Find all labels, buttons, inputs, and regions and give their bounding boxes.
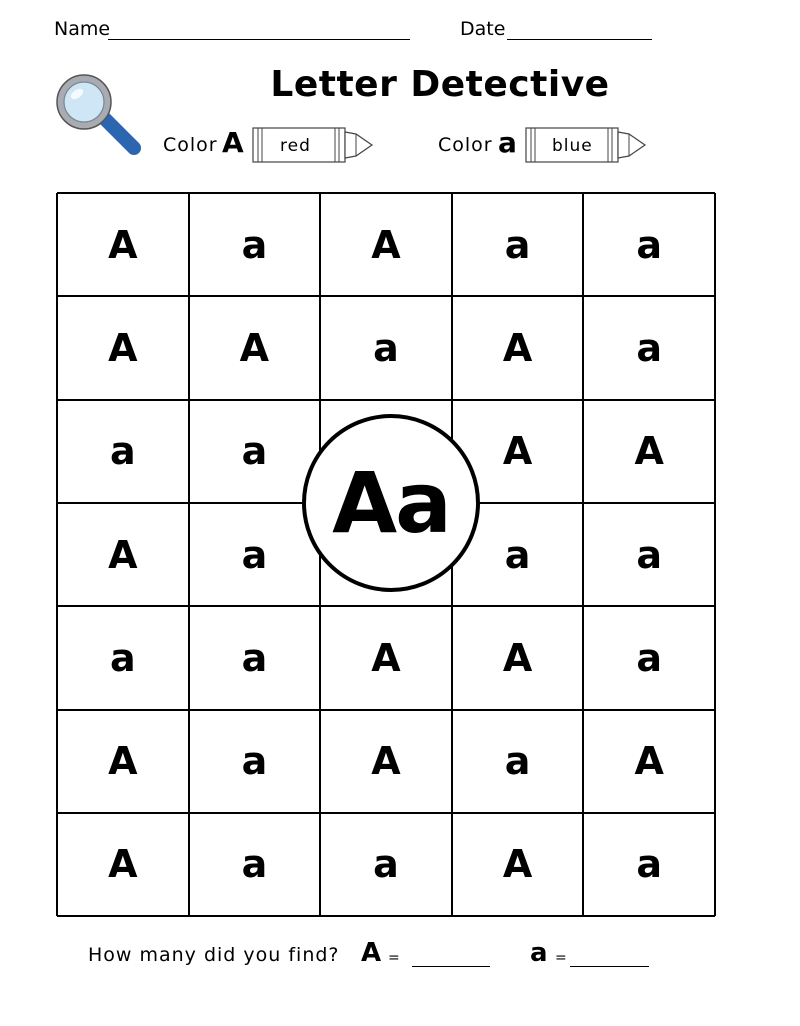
date-label: Date (460, 18, 506, 40)
grid-cell[interactable]: A (108, 222, 138, 267)
grid-cell[interactable]: a (504, 222, 531, 267)
grid-cell[interactable]: A (634, 739, 664, 784)
footer-equals: = (555, 950, 567, 966)
grid-cell[interactable]: A (239, 325, 270, 370)
grid-cell[interactable]: a (241, 635, 268, 680)
grid-cell[interactable]: A (502, 842, 533, 887)
grid-cell[interactable]: a (636, 532, 663, 577)
grid-cell[interactable]: A (502, 429, 533, 474)
grid-cell[interactable]: a (109, 635, 136, 680)
grid-cell[interactable]: A (371, 635, 401, 680)
instruction-letter-uppercase: A (222, 126, 244, 159)
footer-letter-uppercase: A (361, 938, 382, 968)
grid-cell[interactable]: A (371, 222, 401, 267)
grid-cell[interactable]: a (241, 842, 268, 887)
page-title: Letter Detective (270, 64, 610, 105)
grid-cell[interactable]: A (108, 325, 138, 370)
grid-cell[interactable]: a (241, 429, 268, 474)
grid-cell[interactable]: A (371, 739, 401, 784)
instruction-color-word: Color (163, 134, 218, 156)
grid-cell[interactable]: A (108, 739, 138, 784)
date-field[interactable] (507, 39, 652, 40)
crayon-icon (252, 126, 376, 164)
grid-cell[interactable]: a (109, 429, 136, 474)
grid-cell[interactable]: a (504, 532, 531, 577)
footer-equals: = (388, 950, 400, 966)
grid-cell[interactable]: a (636, 325, 663, 370)
answer-field-uppercase[interactable] (412, 966, 490, 967)
grid-cell[interactable]: a (636, 842, 663, 887)
crayon-label-blue: blue (552, 136, 593, 156)
grid-cell[interactable]: a (504, 739, 531, 784)
grid-cell[interactable]: A (108, 842, 138, 887)
grid-cell[interactable]: a (636, 635, 663, 680)
center-badge (302, 414, 480, 592)
grid-cell[interactable]: a (636, 222, 663, 267)
name-label: Name (54, 18, 111, 40)
grid-cell[interactable]: a (241, 222, 268, 267)
crayon-label-red: red (280, 136, 311, 156)
grid-cell[interactable]: A (502, 325, 533, 370)
grid-cell[interactable]: a (373, 842, 399, 887)
footer-question: How many did you find? (88, 944, 340, 966)
grid-cell[interactable]: A (634, 429, 664, 474)
answer-field-lowercase[interactable] (570, 966, 649, 967)
footer-letter-lowercase: a (530, 938, 548, 968)
grid-cell[interactable]: A (108, 532, 138, 577)
center-badge-text: Aa (332, 454, 450, 552)
magnifying-glass-icon (50, 72, 145, 157)
name-field[interactable] (108, 39, 410, 40)
grid-cell[interactable]: a (373, 325, 399, 370)
grid-cell[interactable]: a (241, 739, 268, 784)
grid-cell[interactable]: a (241, 532, 268, 577)
grid-cell[interactable]: A (502, 635, 533, 680)
instruction-color-word: Color (438, 134, 493, 156)
instruction-letter-lowercase: a (498, 126, 517, 159)
